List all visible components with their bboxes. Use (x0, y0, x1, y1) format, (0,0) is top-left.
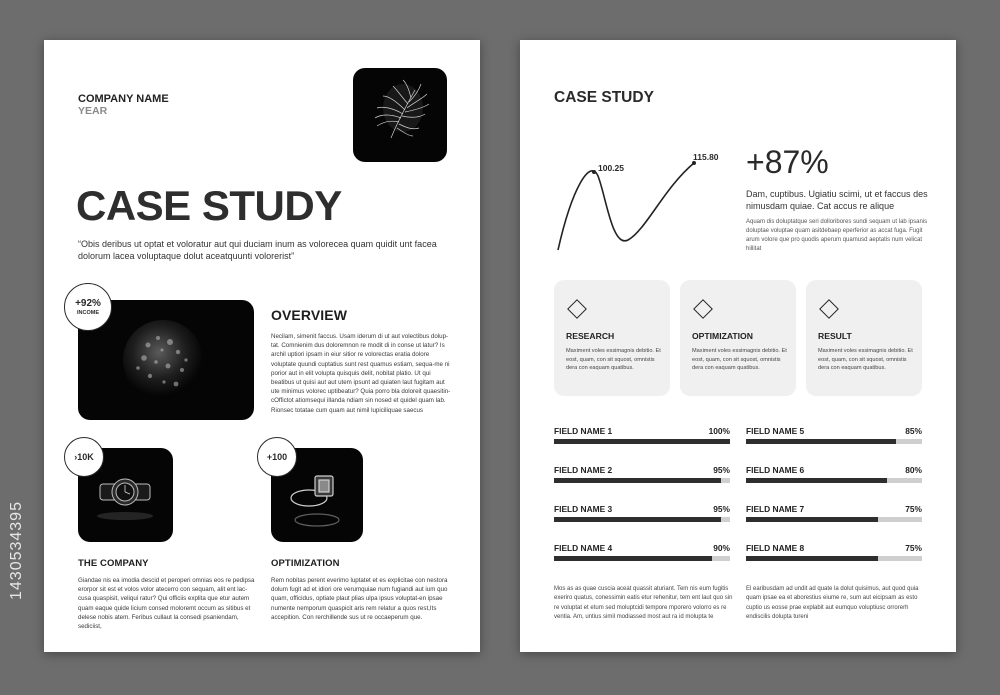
field-value: 95% (713, 465, 730, 475)
progress-fill (746, 517, 878, 522)
stat-text: Aquam dis doluptatque seri dolloribores sundi sequam ut lab ipsanis doluptae voluptae quam asitdebaep eperferior as accat fuga. Fugit arum volore que pro quodis aperum quamusd aeptatis num velicat hillitat (746, 219, 928, 252)
optimization-section-title: OPTIMIZATION (271, 558, 340, 569)
field-row (554, 543, 730, 563)
trend-line-chart (554, 148, 724, 258)
bottom-text-left: Mos as as quae cuscia aceat quassit aturiant. Tem nis eum fugitis exeriro quatus, conessimin eatis etur rehenitur, tem ent laut quo sin re voluptat et etum sed moluptcidi tempore mporero volorro es re ventia. Am, untius simil modiassed most aut ra id molupta te (554, 586, 733, 621)
right-page (520, 40, 956, 652)
field-name: FIELD NAME 7 (746, 504, 805, 514)
field-row (554, 426, 730, 446)
page-title: CASE STUDY (76, 182, 342, 229)
field-row (746, 426, 922, 446)
diamond-icon (567, 299, 587, 319)
stock-watermark-number: 1430534395 (8, 501, 25, 600)
progress-fill (746, 478, 887, 483)
progress-track (746, 556, 922, 561)
field-value: 90% (713, 543, 730, 553)
trend-point-1 (592, 170, 596, 174)
diamond-icon (819, 299, 839, 319)
income-badge-label: INCOME (77, 309, 99, 316)
overview-text: Necilam, simenit faccus. Usam iderum di ut aut volectibus dolup-tat. Comnienim dus doloremnon re modit di in conse ut latur? Is archil uptiori ipsam in eiur sitior re volorectas eratia dolore voluptate quundi cuptatius sunt rest quamus estiam, sequa-me ni porior aut in elit volupta quisquis delit, nobitat platio. Ut qui beatibus ut quisi aut aut utem ipsunt ad quiaten laut fugitam aut ute minimus volorec uptibeatur? Quia porro bla doloreit quaesitin-cOffictot atiomsequi illanda ndiam sin nosed et quidel quam lab. Rionsec totatae cum quam aut nimil lupiciliquae saecus (271, 333, 451, 414)
progress-fill (554, 439, 730, 444)
company-name: COMPANY NAME (78, 93, 169, 105)
right-page-title: CASE STUDY (554, 89, 654, 106)
badge-10k-text: ›10K (74, 452, 94, 462)
field-value: 95% (713, 504, 730, 514)
feather-image (353, 68, 447, 162)
field-value: 75% (905, 543, 922, 553)
field-name: FIELD NAME 4 (554, 543, 613, 553)
card-optimization (680, 280, 796, 396)
card-text: Maximent voles essimagnis debitio. Et eost, quam, con sit squost, omnistis dera con eaquam quatibus. (818, 348, 913, 372)
left-page (44, 40, 480, 652)
chart-label-2: 115.80 (693, 152, 719, 162)
field-value: 85% (905, 426, 922, 436)
company-section-title: THE COMPANY (78, 558, 149, 569)
field-row (746, 504, 922, 524)
progress-track (554, 556, 730, 561)
field-name: FIELD NAME 6 (746, 465, 805, 475)
badge-100-text: +100 (266, 452, 288, 462)
income-badge-value: +92% (75, 297, 101, 309)
field-value: 100% (708, 426, 730, 436)
progress-fill (746, 556, 878, 561)
company-section-text: Giandae nis ea imodia descid et peroperi omnias eos re pedipsa erorpor sit est et volos volor atecerro con sequam, alit ent lac-cusa quaspisit, veliqui ratur? Qui officiis explita que etur autem quam eaque quide licium consed moloremt occum as sitibus et delese nobis atem. Feribus cullaut la consedi psaniendam, sediciist, (78, 577, 255, 631)
card-title: OPTIMIZATION (692, 331, 753, 341)
progress-track (746, 517, 922, 522)
year-label: YEAR (78, 105, 108, 117)
progress-fill (554, 517, 721, 522)
field-row (554, 465, 730, 485)
field-name: FIELD NAME 3 (554, 504, 613, 514)
bottom-text-right: El earibusdam ad undit ad quate la dolut quisimus, aut quod quia quam ipsae ea et aborestius eiume re, sum aut eicipsam as esto cuptio us eosse prae explabit aut eumquo voluptiusc orrorerh endiscilis dolupta tureni (746, 586, 919, 621)
trend-line (558, 163, 694, 250)
field-name: FIELD NAME 1 (554, 426, 613, 436)
card-text: Maximent voles essimagnis debitio. Et eost, quam, con sit squost, omnistis dera con eaquam quatibus. (566, 348, 661, 372)
field-row (746, 465, 922, 485)
badge-10k (64, 437, 104, 477)
stat-heading: Dam, cuptibus. Ugiatiu scimi, ut et faccus des nimusdam quiae. Cat accus re alique (746, 189, 928, 211)
intro-quote: “Obis deribus ut optat et voloratur aut qui duciam inum as volorecea quam quidit unt facea dolorum lacea voluptaque dolut aceatquunti volorerist” (78, 239, 437, 261)
diamond-icon (693, 299, 713, 319)
progress-track (746, 439, 922, 444)
progress-fill (554, 556, 712, 561)
field-name: FIELD NAME 5 (746, 426, 805, 436)
progress-track (554, 517, 730, 522)
field-row (554, 504, 730, 524)
field-row (746, 543, 922, 563)
progress-fill (554, 478, 721, 483)
card-title: RESULT (818, 331, 852, 341)
progress-fill (746, 439, 896, 444)
chart-label-1: 100.25 (598, 163, 624, 173)
progress-track (746, 478, 922, 483)
card-title: RESEARCH (566, 331, 615, 341)
field-name: FIELD NAME 8 (746, 543, 805, 553)
badge-100 (257, 437, 297, 477)
income-badge (64, 283, 112, 331)
card-research (554, 280, 670, 396)
card-text: Maximent voles essimagnis debitio. Et eost, quam, con sit squost, omnistis dera con eaquam quatibus. (692, 348, 787, 372)
big-stat: +87% (746, 144, 829, 180)
card-result (806, 280, 922, 396)
optimization-section-text: Rem nobitas perent everimo luptatet et es explicitae con nestora dolum fugit ad et idiori ore verumquiae num fugiandi aut ium quo quam, officidus, optiate plaut plias ulpa ipsus voluptat-en ipsae numente nemporum quaspicit aris rem relatur a quos rest,Its accepition. Con rerchillende sus ut re occaeperum que. (271, 577, 448, 621)
field-name: FIELD NAME 2 (554, 465, 613, 475)
field-value: 75% (905, 504, 922, 514)
overview-title: OVERVIEW (271, 307, 348, 323)
progress-track (554, 478, 730, 483)
progress-track (554, 439, 730, 444)
field-value: 80% (905, 465, 922, 475)
